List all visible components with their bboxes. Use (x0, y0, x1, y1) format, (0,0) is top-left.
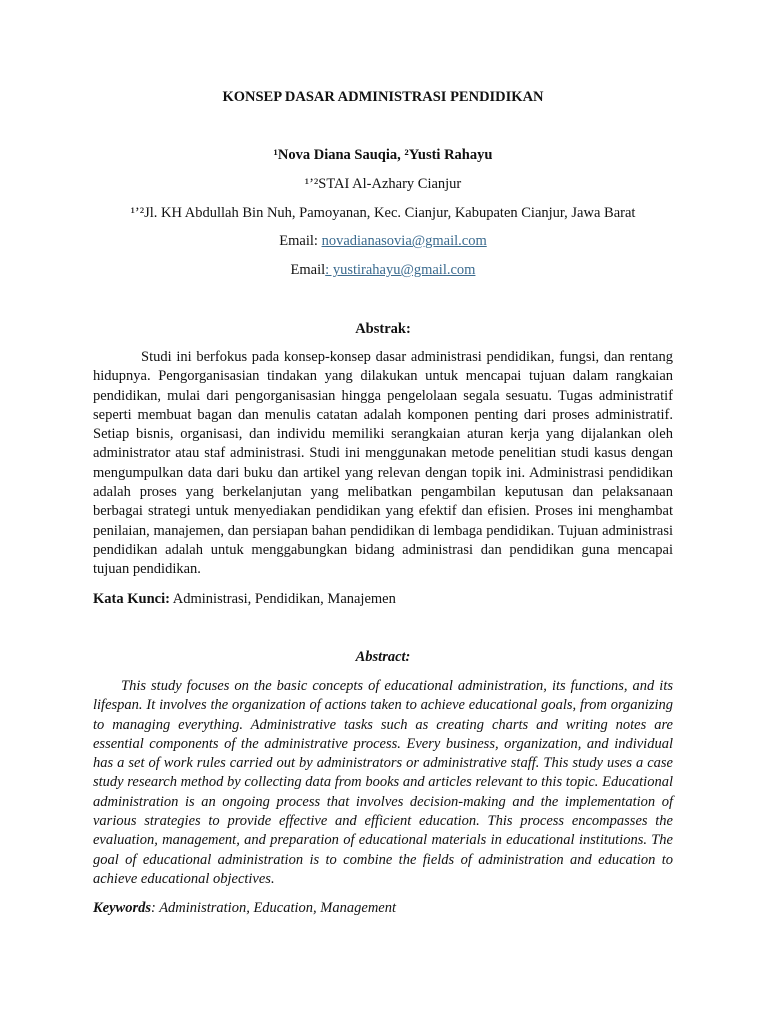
abstract-id-body: Studi ini berfokus pada konsep-konsep dasar administrasi pendidikan, fungsi, dan rentang hidupnya. Pengorganisasian tindakan yang dilakukan untuk mencapai tujuan dalam rangkaian pendidikan, mulai dari pengorganisasian hingga pengelolaan segala sesuatu. Tugas administratif seperti membuat bagan dan menulis catatan adalah komponen penting dari proses administratif. Setiap bisnis, organisasi, dan individu memiliki serangkaian aturan kerja yang dijalankan oleh administrator atau staf administrasi. Studi ini menggunakan metode penelitian studi kasus dengan mengumpulkan data dari buku dan artikel yang relevan dengan topik ini. Administrasi pendidikan adalah proses yang berkelanjutan yang melibatkan pengambilan keputusan dan pelaksanaan berbagai strategi untuk menyediakan pendidikan yang efektif dan efisien. Proses ini menghambat penilaian, manajemen, dan persiapan bahan pendidikan di lembaga pendidikan. Tujuan administrasi pendidikan adalah untuk menggabungkan bidang administrasi dan pendidikan guna mencapai tujuan pendidikan. (93, 349, 673, 578)
email-link-1[interactable]: novadianasovia@gmail.com (321, 233, 487, 249)
abstract-id-heading: Abstrak: (355, 321, 411, 337)
keywords-id-line (93, 590, 673, 608)
author-address: ¹’²Jl. KH Abdullah Bin Nuh, Pamoyanan, Kec. Cianjur, Kabupaten Cianjur, Jawa Barat (130, 205, 636, 221)
keywords-en-line (93, 899, 673, 917)
author-affiliation: ¹’²STAI Al-Azhary Cianjur (304, 176, 462, 192)
keywords-id-values: Administrasi, Pendidikan, Manajemen (169, 591, 396, 607)
keywords-en-label: Keywords (93, 900, 151, 916)
abstract-en-heading: Abstract: (355, 649, 411, 665)
keywords-en-values: : Administration, Education, Management (151, 900, 396, 916)
email-link-2[interactable]: : yustirahayu@gmail.com (325, 262, 476, 278)
abstract-en-body: This study focuses on the basic concepts of educational administration, its functions, and its lifespan. It involves the organization of actions taken to achieve educational goals, from organizing to managing everything. Administrative tasks such as creating charts and writing notes are essential components of the administrative process. Every business, organization, and individual has a set of work rules carried out by administrators or administrative staff. This study uses a case study research method by collecting data from books and articles relevant to this topic. Educational administration is an ongoing process that involves decision-making and the implementation of various strategies to provide effective and efficient education. This process encompasses the evaluation, management, and preparation of educational materials in educational institutions. The goal of educational administration is to combine the fields of administration and education to achieve educational objectives. (93, 678, 673, 887)
author-names: ¹Nova Diana Sauqia, ²Yusti Rahayu (273, 147, 493, 163)
email-line-1 (93, 232, 673, 250)
email-label-2: Email (290, 262, 326, 278)
email-line-2 (93, 261, 673, 279)
email-label-1: Email: (279, 233, 322, 249)
paper-title: KONSEP DASAR ADMINISTRASI PENDIDIKAN (222, 89, 544, 105)
keywords-id-label: Kata Kunci: (93, 591, 170, 607)
